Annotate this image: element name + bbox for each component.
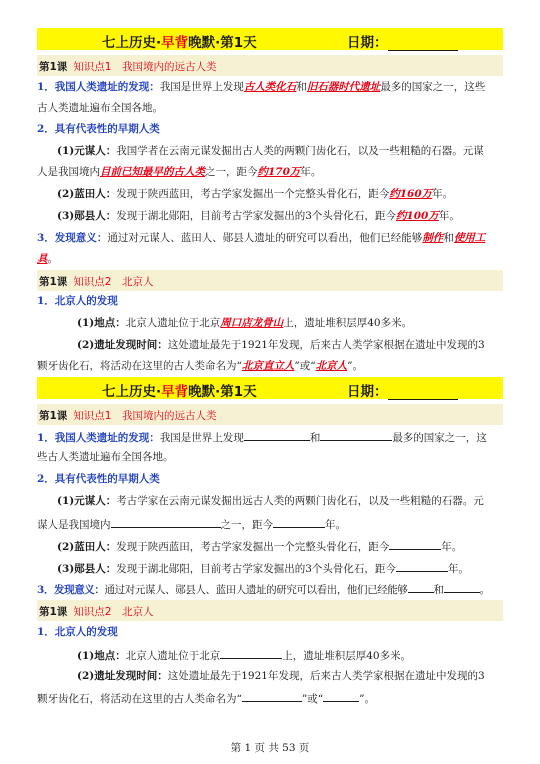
title-red: 早背: [161, 35, 189, 51]
item-heading: 1．北京人的发现: [37, 626, 118, 638]
fill-blank[interactable]: [242, 690, 302, 702]
text: ”或“: [294, 360, 316, 372]
lesson-label: 第1课: [39, 276, 68, 288]
title-suffix: 晚默·第1天: [188, 384, 257, 400]
answer: 旧石器时代遗址: [306, 81, 381, 93]
knowledge-point-label: 知识点2 北京人: [73, 276, 154, 288]
sub-heading: (2)蓝田人：: [57, 541, 117, 553]
answer: 目前已知最早的古人类: [100, 166, 205, 178]
text-line: [77, 669, 540, 683]
text: ”或“: [301, 693, 324, 705]
text-line: [37, 429, 507, 445]
title-banner: [37, 377, 503, 399]
text-line: [57, 187, 527, 201]
text-line: [77, 338, 540, 352]
text: 发现于陕西蓝田，考古学家发掘出一个完整头骨化石，距今: [116, 541, 390, 553]
answer: 北京直立人: [241, 360, 295, 372]
text: 年。: [300, 166, 322, 178]
knowledge-point-label: 知识点2 北京人: [73, 606, 154, 618]
sub-heading: (3)郧县人：: [57, 210, 117, 222]
text-line: [77, 316, 540, 330]
text-line: [37, 231, 507, 245]
banner-title: [102, 380, 257, 400]
answer: 具: [37, 253, 48, 265]
sub-heading: (1)地点：: [77, 317, 126, 329]
text: 和: [433, 584, 444, 596]
text-line: [37, 359, 507, 373]
text: 年。: [438, 210, 460, 222]
text: 谋人是我国境内: [37, 519, 111, 531]
text: 。: [47, 253, 58, 265]
text: 这处遗址最先于1921年发现，后来古人类学家根据在遗址中发现的3: [167, 339, 485, 351]
text: 年。: [441, 541, 463, 553]
text-line: [37, 690, 507, 706]
title-red: 早背: [161, 384, 189, 400]
date-blank: [388, 386, 458, 400]
text-line: [77, 647, 540, 663]
sub-heading: (1)元谋人：: [57, 495, 117, 507]
text: 这处遗址最先于1921年发现，后来古人类学家根据在遗址中发现的3: [167, 670, 485, 682]
text: 我国学者在云南元谋发掘出古人类的两颗门齿化石，以及一些粗糙的石器。元谋: [116, 145, 484, 157]
answer: 约170万: [257, 166, 301, 178]
banner-title: [102, 31, 257, 51]
section-header: [37, 270, 503, 291]
text: 最多的国家之一，这: [392, 432, 487, 444]
text: 和: [443, 232, 454, 244]
sub-heading: (3)郧县人：: [57, 563, 117, 575]
text: 年。: [432, 188, 454, 200]
answer: 约160万: [389, 188, 433, 200]
item-heading: 3．发现意义：: [37, 584, 105, 596]
date-field: [347, 380, 458, 400]
lesson-label: 第1课: [39, 410, 68, 422]
text: 发现于陕西蓝田，考古学家发掘出一个完整头骨化石，距今: [116, 188, 390, 200]
text: 颗牙齿化石，将活动在这里的古人类命名为“: [37, 360, 242, 372]
text: 和: [309, 432, 321, 444]
fill-blank[interactable]: [273, 516, 325, 528]
text: 之一，距今: [205, 166, 258, 178]
item-heading: 1．我国人类遗址的发现：: [37, 81, 160, 93]
text-line: [37, 80, 507, 94]
text: 北京人遗址位于北京: [125, 317, 221, 329]
text-line: [37, 252, 507, 266]
text: 人是我国境内: [37, 166, 100, 178]
sub-heading: (1)地点：: [77, 650, 126, 662]
fill-blank[interactable]: [396, 560, 448, 572]
text: 之一，距今: [220, 519, 273, 531]
text-line: [57, 494, 527, 508]
fill-blank[interactable]: [220, 647, 282, 659]
fill-blank[interactable]: [444, 581, 480, 593]
fill-blank[interactable]: [323, 690, 359, 702]
date-field: [347, 31, 458, 51]
text: 颗牙齿化石，将活动在这里的古人类命名为“: [37, 693, 242, 705]
section-header: [37, 600, 503, 621]
knowledge-point-label: 知识点1 我国境内的远古人类: [73, 61, 217, 73]
title-banner: [37, 28, 503, 50]
sub-heading: (2)遗址发现时间：: [77, 339, 168, 351]
text: 北京人遗址位于北京: [125, 650, 221, 662]
fill-blank[interactable]: [111, 516, 221, 528]
text: ”。: [359, 693, 375, 705]
date-label: 日期：: [347, 35, 388, 51]
answer: 使用工: [453, 232, 486, 244]
text-line: 些古人类遗址遍布全国各地。: [37, 451, 174, 463]
text: 年。: [325, 519, 346, 531]
section-header: [37, 404, 503, 425]
answer: 古人类化石: [243, 81, 297, 93]
sub-heading: (1)元谋人：: [57, 145, 117, 157]
text: 发现于湖北郧阳，目前考古学家发掘出的3个头骨化石，距今: [116, 563, 396, 575]
text: 发现于湖北郧阳，目前考古学家发掘出的3个头骨化石，距今: [116, 210, 396, 222]
lesson-label: 第1课: [39, 606, 68, 618]
answer: 周口店龙骨山: [220, 317, 284, 329]
fill-blank[interactable]: [408, 581, 434, 593]
title-suffix: 晚默·第1天: [188, 35, 257, 51]
text-line: [37, 516, 507, 532]
fill-blank[interactable]: [389, 538, 441, 550]
answer: 制作: [422, 232, 444, 244]
fill-blank[interactable]: [244, 429, 310, 441]
answer: 约100万: [395, 210, 439, 222]
item-heading: 2．具有代表性的早期人类: [37, 123, 160, 135]
text-line: 古人类遗址遍布全国各地。: [37, 102, 163, 114]
text: 通过对元谋人、郧县人、蓝田人遗址的研究可以看出，他们已经能够: [104, 584, 408, 596]
text: 考古学家在云南元谋发掘出远古人类的两颗门齿化石，以及一些粗糙的石器。元: [116, 495, 484, 507]
text-line: [57, 538, 527, 554]
sub-heading: (2)遗址发现时间：: [77, 670, 168, 682]
text: 我国是世界上发现: [159, 432, 244, 444]
text: 通过对元谋人、蓝田人、郧县人遗址的研究可以看出，他们已经能够: [107, 232, 423, 244]
item-heading: 1．北京人的发现: [37, 295, 118, 307]
lesson-label: 第1课: [39, 61, 68, 73]
text: 和: [296, 81, 307, 93]
fill-blank[interactable]: [320, 429, 392, 441]
date-label: 日期：: [347, 384, 388, 400]
text-line: [57, 144, 527, 158]
text: 我国是世界上发现: [159, 81, 244, 93]
knowledge-point-label: 知识点1 我国境内的远古人类: [73, 410, 217, 422]
text-line: [57, 560, 527, 576]
page-footer: 第 1 页 共 53 页: [230, 742, 310, 754]
text: 。: [479, 584, 490, 596]
text-line: [37, 581, 507, 597]
text: 年。: [447, 563, 469, 575]
text: ”。: [347, 360, 363, 372]
sub-heading: (2)蓝田人：: [57, 188, 117, 200]
text-line: [57, 209, 527, 223]
section-header: [37, 55, 503, 76]
text: 最多的国家之一，这些: [380, 81, 486, 93]
item-heading: 3．发现意义：: [37, 232, 108, 244]
title-prefix: 七上历史·: [102, 384, 162, 400]
text: 上，遗址堆积层厚40多米。: [282, 650, 412, 662]
item-heading: 2．具有代表性的早期人类: [37, 473, 160, 485]
date-blank: [388, 37, 458, 51]
item-heading: 1．我国人类遗址的发现：: [37, 432, 160, 444]
text: 上，遗址堆积层厚40多米。: [283, 317, 413, 329]
answer: 北京人: [315, 360, 348, 372]
text-line: [37, 165, 507, 179]
title-prefix: 七上历史·: [102, 35, 162, 51]
